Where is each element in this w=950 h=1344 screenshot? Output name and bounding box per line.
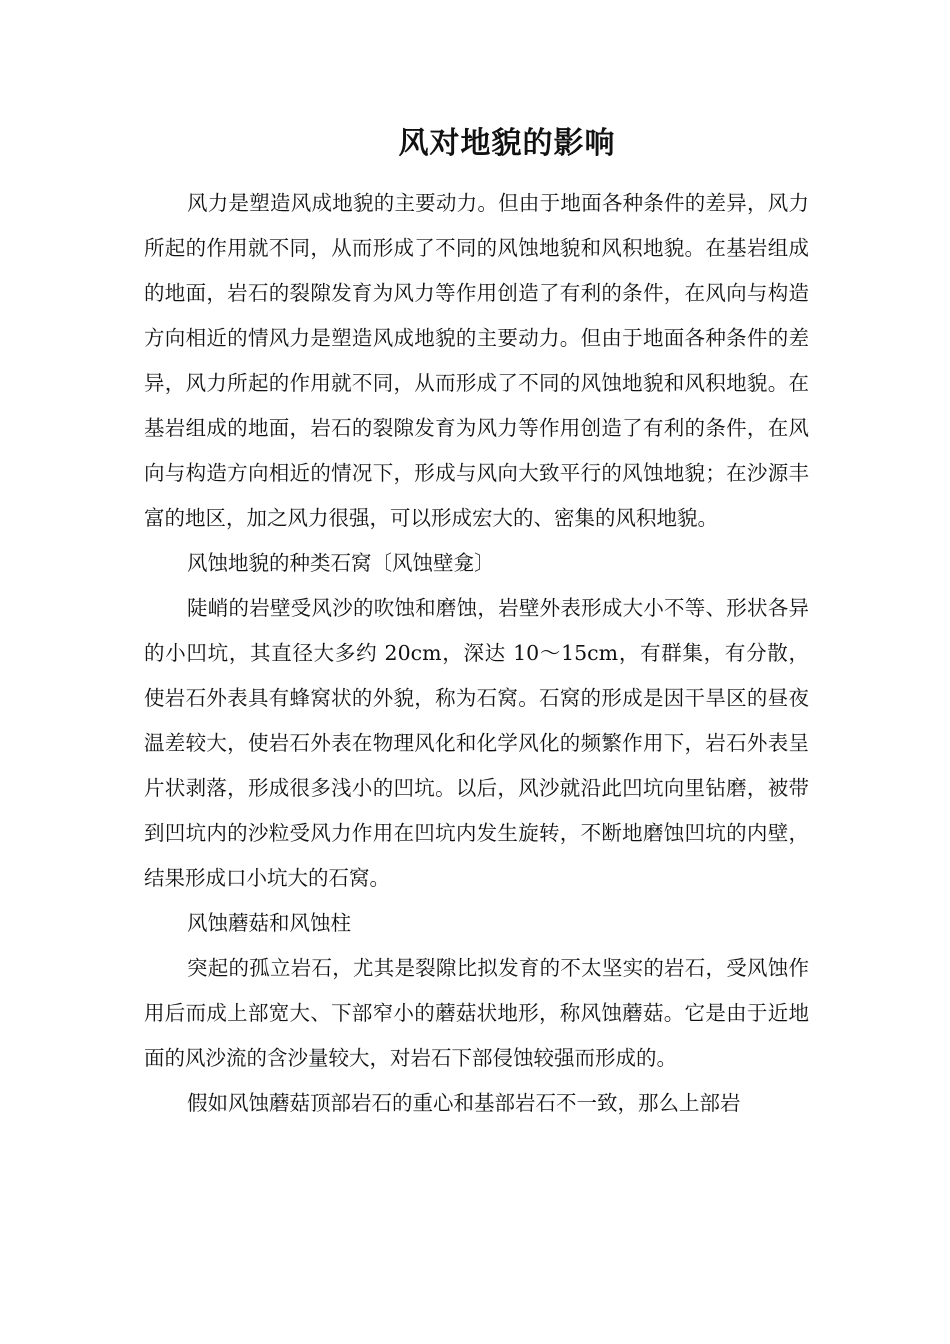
paragraph-continued: 假如风蚀蘑菇顶部岩石的重心和基部岩石不一致，那么上部岩: [187, 1091, 741, 1115]
paragraph-stone-nest: 陡峭的岩壁受风沙的吹蚀和磨蚀，岩壁外表形成大小不等、形状各异的小凹坑，其直径大多约 20cm，深达 10～15cm，有群集，有分散，使岩石外表具有蜂窝状的外貌，称为石窝。石窝的形成是因干旱区的昼夜温差较大，使岩石外表在物理风化和化学风化的频繁作用下，岩石外表呈片状剥落，形成很多浅小的凹坑。以后，风沙就沿此凹坑向里钻磨，被带到凹坑内的沙粒受风力作用在凹坑内发生旋转，不断地磨蚀凹坑的内壁，结果形成口小坑大的石窝。: [144, 596, 809, 890]
paragraph-heading-mushroom: 风蚀蘑菇和风蚀柱: [187, 911, 352, 935]
paragraph-mushroom: 突起的孤立岩石，尤其是裂隙比拟发育的不太坚实的岩石，受风蚀作用后而成上部宽大、下部窄小的蘑菇状地形，称风蚀蘑菇。它是由于近地面的风沙流的含沙量较大，对岩石下部侵蚀较强而形成的。: [144, 956, 809, 1070]
paragraph-heading-stone-nest: 风蚀地貌的种类石窝〔风蚀壁龛〕: [187, 551, 495, 575]
paragraph-intro: 风力是塑造风成地貌的主要动力。但由于地面各种条件的差异，风力所起的作用就不同，从而形成了不同的风蚀地貌和风积地貌。在基岩组成的地面，岩石的裂隙发育为风力等作用创造了有利的条件，在风向与构造方向相近的情风力是塑造风成地貌的主要动力。但由于地面各种条件的差异，风力所起的作用就不同，从而形成了不同的风蚀地貌和风积地貌。在基岩组成的地面，岩石的裂隙发育为风力等作用创造了有利的条件，在风向与构造方向相近的情况下，形成与风向大致平行的风蚀地貌；在沙源丰富的地区，加之风力很强，可以形成宏大的、密集的风积地貌。: [144, 191, 809, 530]
document-body: [144, 181, 809, 1126]
document-title: 风对地貌的影响: [398, 126, 616, 161]
